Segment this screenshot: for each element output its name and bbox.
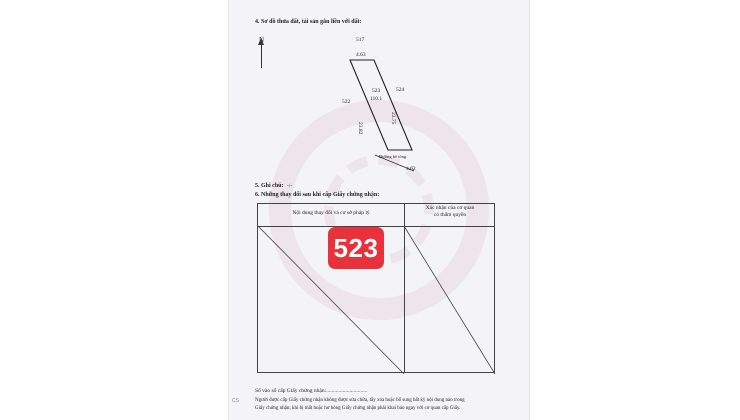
- road-label: Đường bê tông: [379, 154, 407, 159]
- table-header-content: Nội dung thay đổi và cơ sở pháp lý: [292, 210, 370, 216]
- parcel-outline: [350, 60, 412, 150]
- section5-title: 5. Ghi chú:: [255, 183, 284, 189]
- table-header-confirmation-line1: Xác nhận của cơ quan: [425, 205, 475, 211]
- section4-title: 4. Sơ đồ thửa đất, tài sản gắn liền với đất:: [255, 19, 362, 25]
- neighbor-east-label: 524: [396, 87, 405, 93]
- certificate-page: [228, 0, 530, 420]
- camscanner-watermark: CS: [232, 398, 239, 404]
- parcel-area-label: 110.1: [370, 96, 383, 102]
- footer-notice-line2: Giấy chứng nhận; khi bị mất hoặc hư hỏng Giấy chứng nhận phải khai báo ngay với cơ quan cấp Giấy.: [255, 406, 461, 411]
- section5-value: -/-: [287, 183, 293, 189]
- parcel-number-label: 523: [372, 88, 381, 94]
- neighbor-west-label: 522: [342, 99, 351, 105]
- cross-line-right: [404, 226, 495, 374]
- bottom-width-label: 4.62: [406, 166, 416, 172]
- neighbor-north-label: 517: [356, 37, 365, 43]
- table-header-confirmation-line2: có thẩm quyền: [433, 212, 467, 218]
- right-length-label: 23.75: [390, 112, 396, 125]
- top-width-label: 4.63: [356, 52, 366, 58]
- left-length-label: 23.82: [357, 122, 363, 135]
- section6-title: 6. Những thay đổi sau khi cấp Giấy chứng nhận:: [255, 192, 380, 198]
- registry-number-line: Số vào sổ cấp Giấy chứng nhận:..............................: [255, 388, 368, 394]
- footer-notice-line1: Người được cấp Giấy chứng nhận không được sửa chữa, tẩy xóa hoặc bổ sung bất kỳ nội dung nào trong: [255, 398, 465, 403]
- parcel-number-badge: 523: [328, 227, 384, 269]
